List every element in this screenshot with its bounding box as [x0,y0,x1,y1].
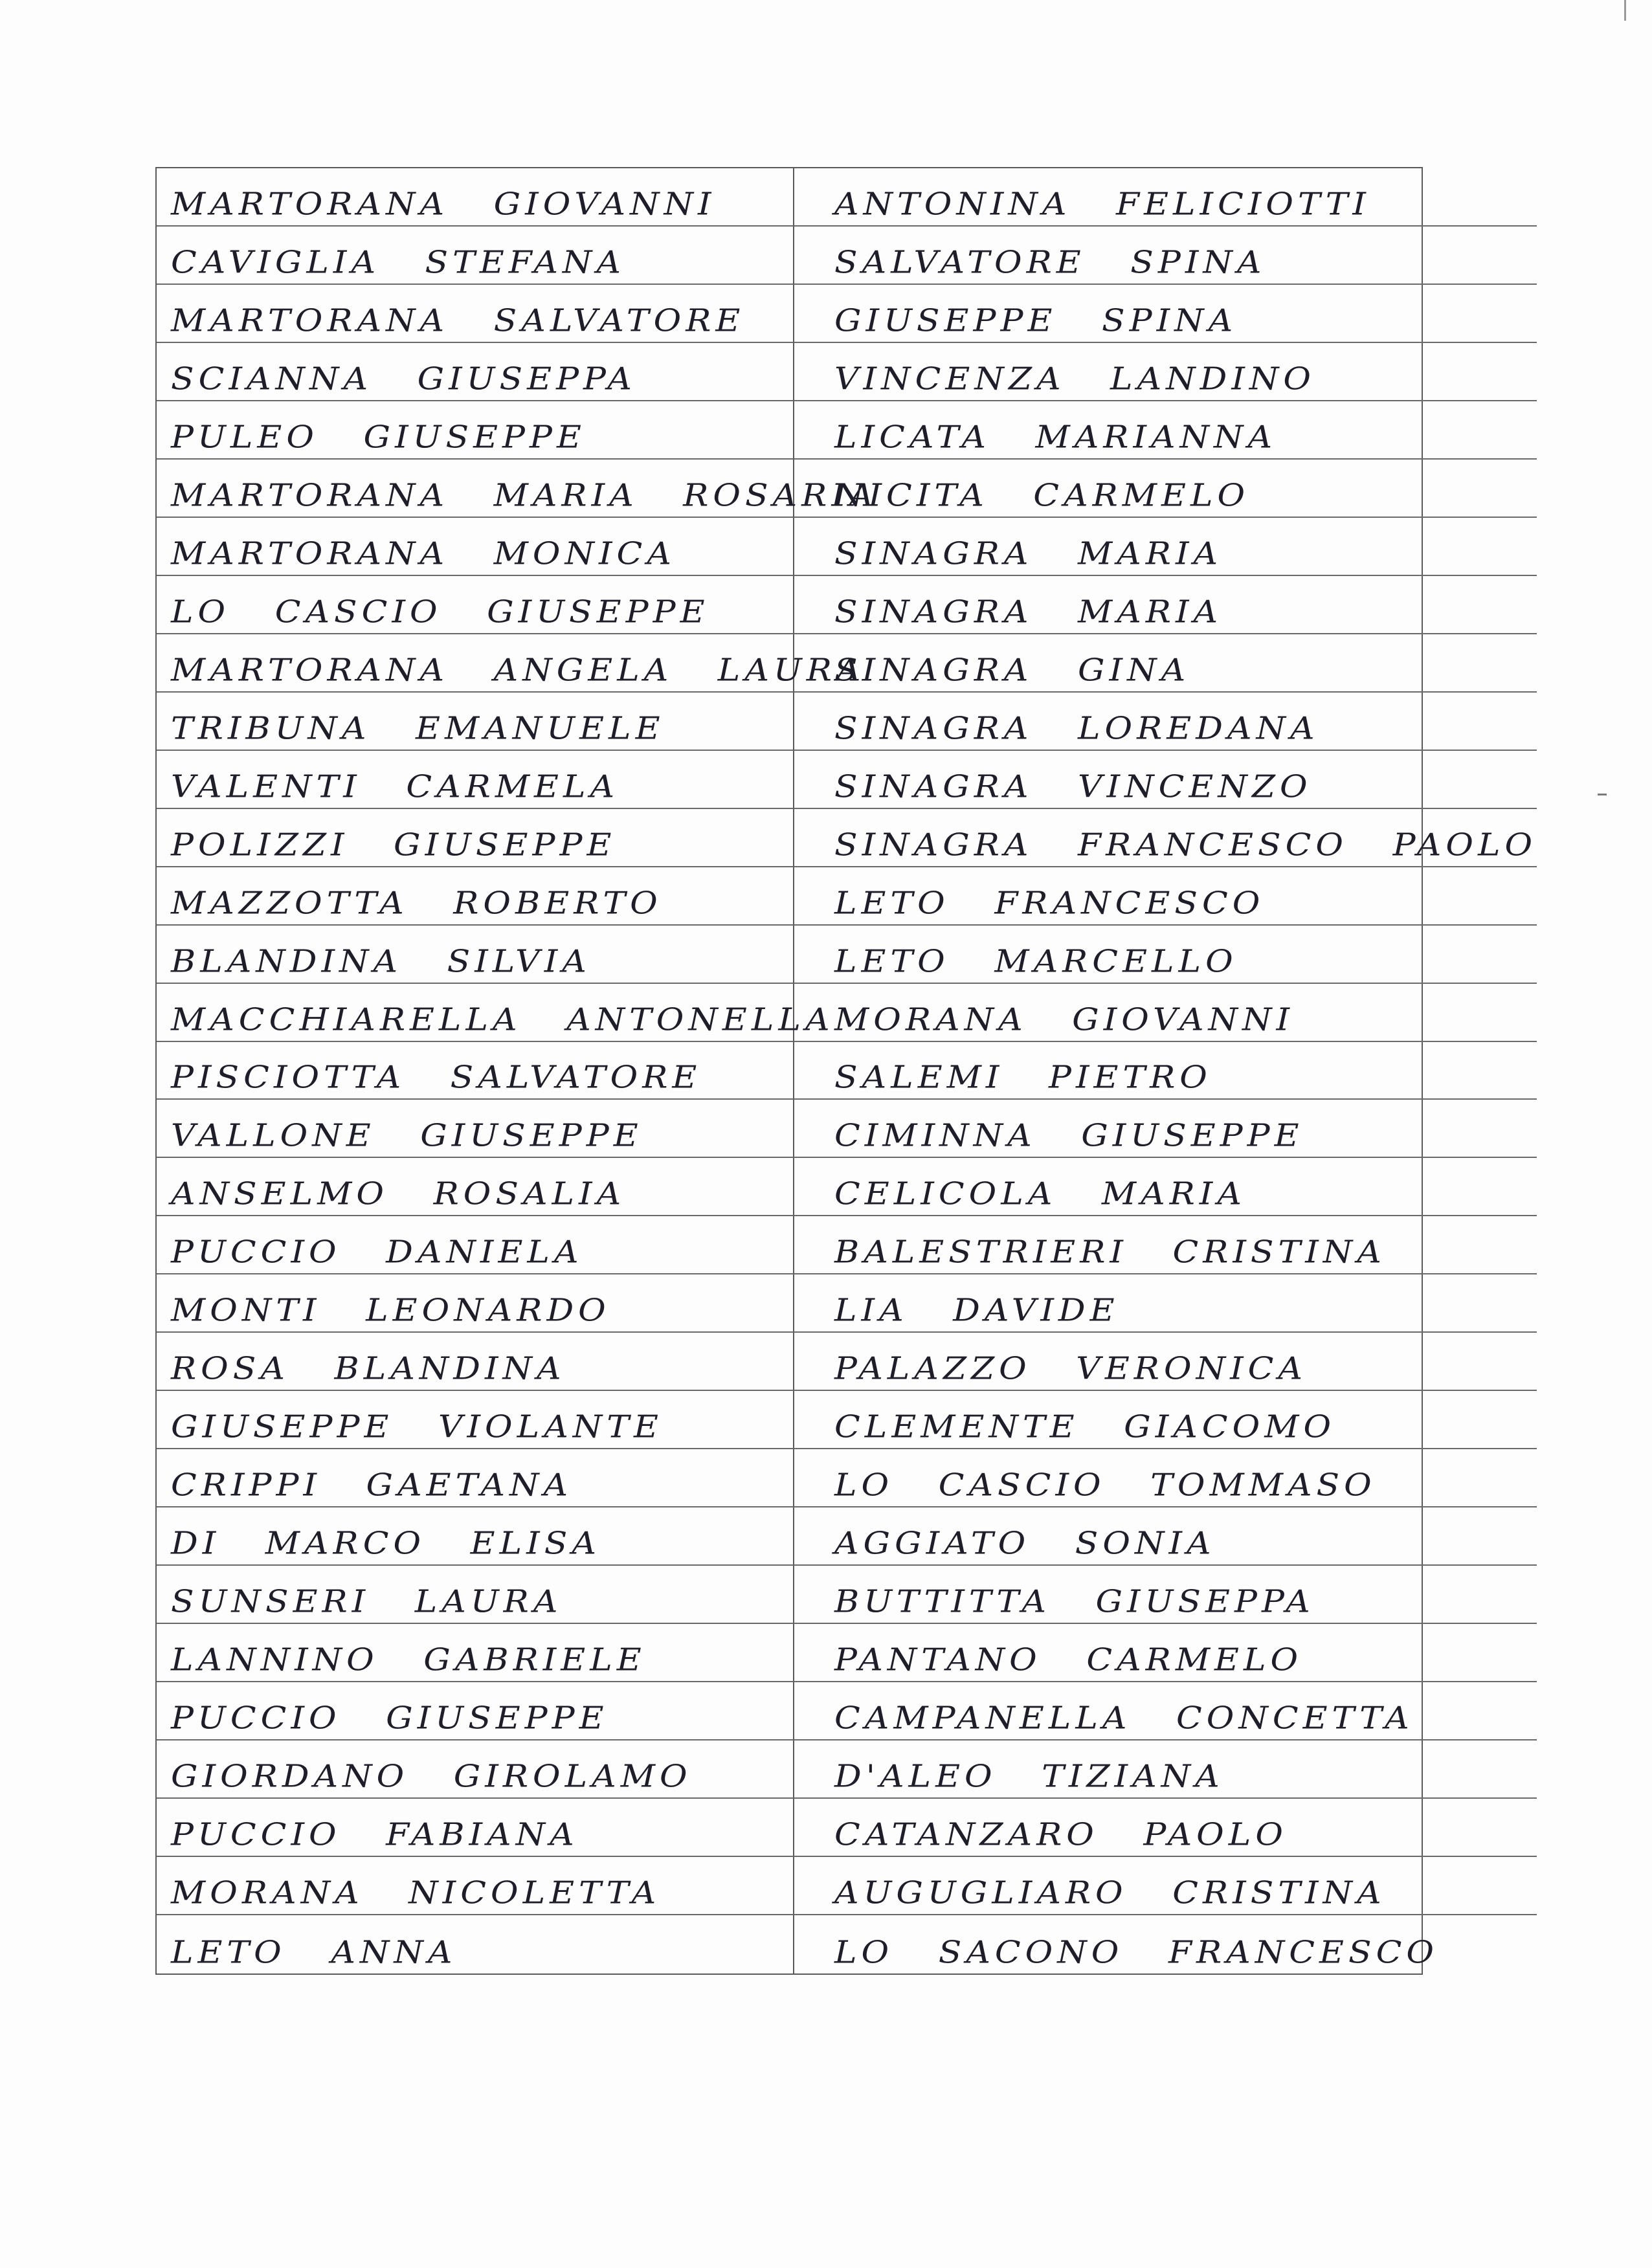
handwritten-name: LO SACONO FRANCESCO [834,1935,1439,1971]
handwritten-name: LETO ANNA [171,1935,457,1971]
handwritten-name: LETO MARCELLO [834,944,1238,980]
left-column-row [157,867,794,926]
handwritten-name: PUCCIO GIUSEPPE [171,1700,608,1737]
handwritten-name: CLEMENTE GIACOMO [834,1409,1336,1445]
right-column-row [794,809,1537,867]
handwritten-name: MORANA NICOLETTA [171,1875,661,1911]
left-column-row [157,1799,794,1857]
left-column-row [157,1333,794,1391]
left-column-row [157,1566,794,1624]
handwritten-name: CATANZARO PAOLO [834,1817,1288,1853]
handwritten-name: SINAGRA LOREDANA [834,711,1319,747]
handwritten-name: PULEO GIUSEPPE [171,419,586,456]
right-column-row [794,285,1537,343]
handwritten-name: CAMPANELLA CONCETTA [834,1700,1414,1737]
handwritten-name: AUGUGLIARO CRISTINA [834,1875,1386,1911]
right-column-row [794,1624,1537,1682]
left-column-row [157,227,794,285]
handwritten-name: LO CASCIO GIUSEPPE [171,594,709,630]
left-column-row [157,634,865,693]
handwritten-name: SUNSERI LAURA [171,1584,563,1620]
right-column-row [794,634,1537,693]
handwritten-name: LICATA MARIANNA [834,419,1277,456]
margin-dash-mark [1598,794,1607,795]
left-column-row [157,1915,794,1973]
right-column-row [794,1449,1537,1507]
handwritten-name: BUTTITTA GIUSEPPA [834,1584,1315,1620]
right-column-row [794,751,1537,809]
left-column-row [157,1449,794,1507]
handwritten-name: CELICOLA MARIA [834,1176,1246,1213]
handwritten-name: SALVATORE SPINA [834,245,1266,281]
right-column-row [794,1915,1537,1973]
right-column-row [794,1391,1537,1449]
handwritten-name: PANTANO CARMELO [834,1642,1303,1678]
left-column-row [157,1507,794,1566]
left-column-row [157,1624,794,1682]
left-column-row [157,460,878,518]
right-column-row [794,1507,1537,1566]
handwritten-name: SINAGRA MARIA [834,594,1223,630]
handwritten-name: SINAGRA GINA [834,652,1190,689]
right-column-row [794,227,1537,285]
right-column-row [794,1857,1537,1915]
handwritten-name: MARTORANA MARIA ROSARIA [171,478,878,514]
handwritten-name: MARTORANA ANGELA LAURA [171,652,865,689]
handwritten-name: GIORDANO GIROLAMO [171,1759,692,1795]
right-column-row [794,168,1537,227]
right-column-row [794,343,1537,401]
handwritten-name: DI MARCO ELISA [171,1526,601,1562]
handwritten-name: MAZZOTTA ROBERTO [171,885,662,922]
handwritten-name: ANSELMO ROSALIA [171,1176,626,1213]
left-column-row [157,1042,794,1100]
handwritten-name: LETO FRANCESCO [834,885,1265,922]
handwritten-name: MARTORANA MONICA [171,536,676,572]
left-column-row [157,401,794,460]
right-column-row [794,1216,1537,1274]
right-column-row [794,401,1537,460]
handwritten-name: AGGIATO SONIA [834,1526,1216,1562]
handwritten-name: CIMINNA GIUSEPPE [834,1118,1304,1155]
left-column-row [157,168,794,227]
handwritten-name: CAVIGLIA STEFANA [171,245,625,281]
right-column-row [794,518,1537,576]
right-column-row [794,1158,1537,1216]
left-column-row [157,1682,794,1740]
handwritten-name: MARTORANA GIOVANNI [171,186,716,223]
right-column-row [794,1274,1537,1333]
handwritten-name: LANNINO GABRIELE [171,1642,646,1678]
handwritten-name: MONTI LEONARDO [171,1293,610,1329]
handwritten-name: PUCCIO DANIELA [171,1234,583,1271]
right-column-row [794,460,1537,518]
right-column-row [794,1333,1537,1391]
right-column-row [794,1100,1537,1158]
handwritten-name: SINAGRA VINCENZO [834,769,1312,805]
right-column-row [794,984,1537,1042]
left-column-row [157,518,794,576]
handwritten-name: NICITA CARMELO [834,478,1250,514]
handwritten-name: PISCIOTTA SALVATORE [171,1060,702,1096]
handwritten-name: SINAGRA FRANCESCO PAOLO [834,827,1537,863]
handwritten-name: PUCCIO FABIANA [171,1817,579,1853]
handwritten-name: VALENTI CARMELA [171,769,620,805]
left-column-row [157,1857,794,1915]
left-column-row [157,1274,794,1333]
left-column-row [157,751,794,809]
right-column-row [794,1799,1537,1857]
handwritten-name: SALEMI PIETRO [834,1060,1212,1096]
handwritten-name: BALESTRIERI CRISTINA [834,1234,1386,1271]
handwritten-name: VALLONE GIUSEPPE [171,1118,643,1155]
left-column-row [157,809,794,867]
left-column-row [157,1100,794,1158]
right-column-row [794,926,1537,984]
left-column-row [157,285,794,343]
scan-edge-mark [1624,0,1626,21]
left-column-row [157,1158,794,1216]
right-column-row [794,693,1537,751]
left-column-row [157,984,834,1042]
right-column-row [794,576,1537,634]
handwritten-name: VINCENZA LANDINO [834,361,1315,397]
left-column-row [157,343,794,401]
left-column-row [157,1391,794,1449]
handwritten-name: PALAZZO VERONICA [834,1351,1307,1387]
right-column-row [794,1682,1537,1740]
handwritten-name: MORANA GIOVANNI [834,1001,1295,1038]
handwritten-name: ROSA BLANDINA [171,1351,566,1387]
handwritten-name: MACCHIARELLA ANTONELLA [171,1001,834,1038]
left-column-row [157,1216,794,1274]
right-column-row [794,1740,1537,1799]
handwritten-name: D'ALEO TIZIANA [834,1759,1224,1795]
left-column-row [157,1740,794,1799]
handwritten-name: ANTONINA FELICIOTTI [834,186,1370,223]
handwritten-name: BLANDINA SILVIA [171,944,591,980]
handwritten-name: TRIBUNA EMANUELE [171,711,665,747]
handwritten-name: GIUSEPPE VIOLANTE [171,1409,663,1445]
right-column-row [794,1042,1537,1100]
right-column-row [794,867,1537,926]
handwritten-name: MARTORANA SALVATORE [171,303,745,339]
handwritten-name: LO CASCIO TOMMASO [834,1467,1376,1504]
right-column-row [794,1566,1537,1624]
handwritten-name: SINAGRA MARIA [834,536,1223,572]
handwritten-name: POLIZZI GIUSEPPE [171,827,616,863]
handwritten-name: LIA DAVIDE [834,1293,1119,1329]
handwritten-name: SCIANNA GIUSEPPA [171,361,636,397]
signature-sheet-table [155,167,1537,1975]
left-column-row [157,926,794,984]
handwritten-name: GIUSEPPE SPINA [834,303,1238,339]
left-column-row [157,576,794,634]
handwritten-name: CRIPPI GAETANA [171,1467,573,1504]
left-column-row [157,693,794,751]
